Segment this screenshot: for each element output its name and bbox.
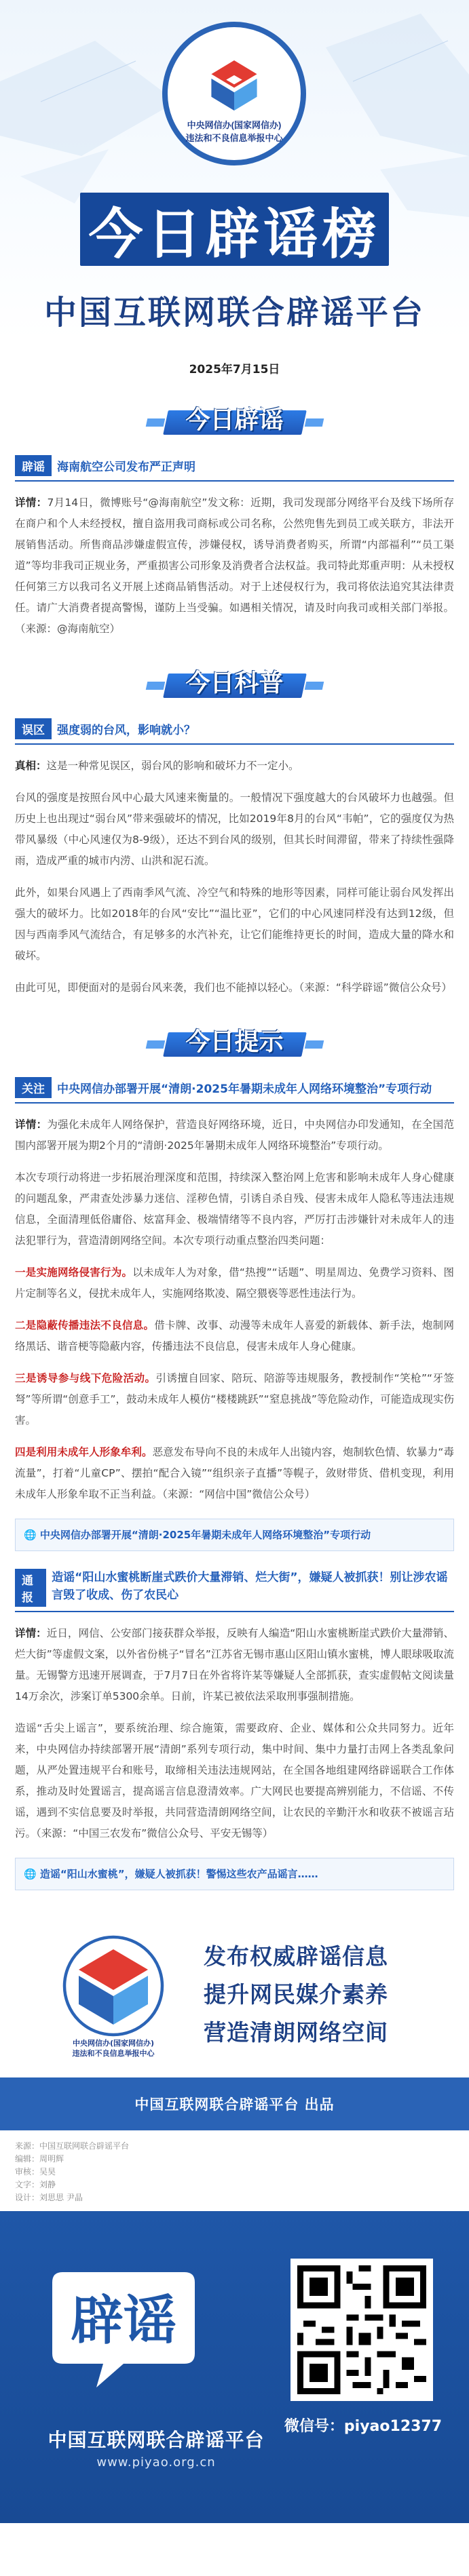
- credit-line: 设计：刘思思 尹晶: [15, 2193, 83, 2202]
- item-title: 海南航空公司发布严正声明: [57, 461, 195, 474]
- section-heading-text: 今日提示: [185, 1028, 284, 1056]
- page-title: 今日辟谣榜: [88, 201, 381, 266]
- publish-date: 2025年7月15日: [189, 363, 280, 376]
- footer-url[interactable]: www.piyao.org.cn: [96, 2455, 216, 2470]
- item-header: [15, 1077, 454, 1104]
- paragraph: 一是实施网络侵害行为。以未成年人为对象，借“热搜”“话题”、明星周边、免费学习资料、图片定制等名义，侵扰未成年人，实施网络欺凌、隔空猥亵等恶性违法行为。: [15, 1266, 454, 1300]
- section-heading-text: 今日科普: [185, 669, 284, 697]
- section-heading-rumor: [147, 397, 323, 440]
- paragraph: 本次专项行动将进一步拓展治理深度和范围，持续深入整治网上危害和影响未成年人身心健康的问题乱象，严肃查处涉暴力迷信、淫秽色情，引诱自杀自残、侵害未成年人隐私等违法违规信息，全面清理低俗庸俗、炫富拜金、极端情绪等不良内容，严厉打击涉嫌针对未成年人的违法犯罪行为，营造清朗网络空间。本次专项行动重点整治四类问题：: [15, 1171, 454, 1247]
- section-heading-science: [147, 660, 323, 703]
- paragraph: 造谣“舌尖上谣言”，要系统治理、综合施策，需要政府、企业、媒体和公众共同努力。近年来，中央网信办持续部署开展“清朗”系列专项行动，集中时间、集中力量打击网上各类乱象问题，从严处置违规平台和账号，取缔相关违法违规网站，在全国各地组建网络辟谣联合工作体系，推动及时处置谣言，提高谣言信息澄清效率。广大网民也要提高辨别能力，不信谣、不传谣，遇到不实信息要及时举报，共同营造清朗网络空间，让农民的辛勤汗水和收获不被谣言玷污。（来源：“中国三农发布”微信公众号、平安无锡等）: [15, 1722, 454, 1839]
- slogan-line: 提升网民媒介素养: [204, 1981, 388, 2008]
- slogan-line: 营造清朗网络空间: [204, 2019, 388, 2046]
- section-heading-text: 今日辟谣: [185, 406, 284, 434]
- related-link[interactable]: 🌐 造谣“阳山水蜜桃”，嫌疑人被抓获！警惕这些农产品谣言……: [15, 1858, 454, 1890]
- header-hero: [0, 0, 469, 339]
- item-header: [15, 1569, 454, 1612]
- footer-platform-name: 中国互联网联合辟谣平台: [48, 2429, 265, 2451]
- paragraph: 台风的强度是按照台风中心最大风速来衡量的。一般情况下强度越大的台风破坏力也越强。但历史上也出现过“弱台风”带来强破坏的情况，比如2019年8月的台风“韦帕”，它的强度仅为热带风暴级（中心风速仅为8-9级），还达不到台风的级别，但其长时间滞留，带来了持续性强降雨，造成严重的城市内涝、山洪和泥石流。: [15, 792, 454, 867]
- item-header: [15, 455, 454, 482]
- item-title: 强度弱的台风，影响就小？: [57, 724, 195, 737]
- item-tag: 通报: [15, 1569, 46, 1607]
- credit-line: 文字：刘静: [15, 2180, 56, 2189]
- paragraph: 此外，如果台风遇上了西南季风气流、冷空气和特殊的地形等因素，同样可能让弱台风发挥出强大的破坏力。比如2018年的台风“安比”“温比亚”，它们的中心风速同样没有达到12级，但因与西南季风气流结合，有足够多的水汽补充，让它们能维持更长的时间，造成大量的降水和破坏。: [15, 886, 454, 962]
- page-subtitle: 中国互联网联合辟谣平台: [43, 294, 425, 332]
- footer-logo-text: 中央网信办(国家网信办) 违法和不良信息举报中心: [72, 2039, 155, 2058]
- qr-code-icon: [297, 2265, 426, 2394]
- footer-slogan-block: [0, 1915, 469, 2077]
- item-tag: 关注: [15, 1077, 52, 1098]
- logo-line-2: 违法和不良信息举报中心: [185, 133, 283, 143]
- related-link[interactable]: 🌐 中央网信办部署开展“清朗·2025年暑期未成年人网络环境整治”专项行动: [15, 1519, 454, 1551]
- cac-logo-icon: [206, 57, 263, 114]
- item-header: [15, 718, 454, 745]
- piyao-logo-icon: [42, 2259, 205, 2394]
- bottom-banner: [0, 2211, 469, 2523]
- paragraph: 二是隐蔽传播违法不良信息。借卡牌、改事、动漫等未成年人喜爱的新载体、新手法，炮制网络黑话、谐音梗等隐蔽内容，传播违法不良信息，侵害未成年人身心健康。: [15, 1319, 454, 1352]
- qr-code[interactable]: [290, 2259, 433, 2401]
- producer-banner: 中国互联网联合辟谣平台 出品: [0, 2077, 469, 2130]
- paragraph: 真相：这是一种常见误区，弱台风的影响和破坏力不一定小。: [15, 760, 299, 772]
- paragraph: 详情：为强化未成年人网络保护，营造良好网络环境，近日，中央网信办印发通知，在全国范围内部署开展为期2个月的“清朗·2025年暑期未成年人网络环境整治”专项行动。: [15, 1118, 454, 1152]
- paragraph: 由此可见，即便面对的是弱台风来袭，我们也不能掉以轻心。（来源：“科学辟谣”微信公众号）: [15, 981, 452, 994]
- cac-logo-icon: [62, 1935, 164, 2037]
- piyao-logo-text: 辟谣: [70, 2290, 177, 2351]
- wechat-id: 微信号：piyao12377: [284, 2418, 443, 2435]
- logo-line-1: 中央网信办(国家网信办): [187, 120, 282, 130]
- item-tag: 误区: [15, 718, 52, 739]
- paragraph: 详情：7月14日，微博账号“@海南航空”发文称：近期，我司发现部分网络平台及线下场所存在商户和个人未经授权，擅自盗用我司商标或公司名称，公然兜售先到员工或关联方，非法开展销售活动。所售商品涉嫌虚假宣传，涉嫌侵权，诱导消费者购买，所谓“内部福利”“员工渠道”等均非我司正规业务，严重损害公司形象及消费者合法权益。我司特此郑重声明：从未授权任何第三方以我司名义开展上述商品销售活动。对于上述侵权行为，我司将依法追究其法律责任。请广大消费者提高警惕，谨防上当受骗。如遇相关情况，请及时向我司或相关部门举报。（来源：@海南航空）: [15, 496, 454, 635]
- paragraph: 三是诱导参与线下危险活动。引诱擅自回家、陪玩、陪游等违规服务，教授制作“笑枪”“牙签弩”等所谓“创意手工”，鼓动未成年人模仿“楼楼跳跃”“窒息挑战”等危险动作，可能造成现实伤害。: [15, 1372, 454, 1426]
- credits: [0, 2130, 469, 2211]
- credit-line: 来源：中国互联网联合辟谣平台: [15, 2141, 130, 2151]
- paragraph: 详情：近日，网信、公安部门接获群众举报，反映有人编造“阳山水蜜桃断崖式跌价大量滞销、烂大街”等虚假文案，以外省份桃子“冒名”江苏省无锡市惠山区阳山镇水蜜桃，博人眼球吸取流量。无锡警方迅速开展调查，于7月7日在外省将许某等嫌疑人全部抓获，查实虚假帖文阅读量14万余次，涉案订单5300余单。日前，许某已被依法采取刑事强制措施。: [15, 1627, 454, 1702]
- credit-line: 审核：吴昊: [15, 2167, 56, 2177]
- item-title: 造谣“阳山水蜜桃断崖式跌价大量滞销、烂大街”，嫌疑人被抓获！别让涉农谣言毁了收成、伤了农民心: [52, 1571, 448, 1602]
- item-tag: 辟谣: [15, 455, 52, 476]
- section-heading-tips: [147, 1019, 323, 1062]
- credit-line: 编辑：周明辉: [15, 2154, 64, 2164]
- slogan-line: 发布权威辟谣信息: [204, 1943, 388, 1970]
- header-logo-badge: [162, 22, 306, 165]
- title-banner: [80, 193, 389, 266]
- item-title: 中央网信办部署开展“清朗·2025年暑期未成年人网络环境整治”专项行动: [57, 1082, 432, 1096]
- paragraph: 四是利用未成年人形象牟利。恶意发布导向不良的未成年人出镜内容，炮制软色情、软暴力“毒流量”，打着“儿童CP”、摆拍“配合入镜”“组织亲子直播”等幌子，敛财带货、借机变现，利用未成年人形象牟取不正当利益。（来源：“网信中国”微信公众号）: [15, 1446, 454, 1500]
